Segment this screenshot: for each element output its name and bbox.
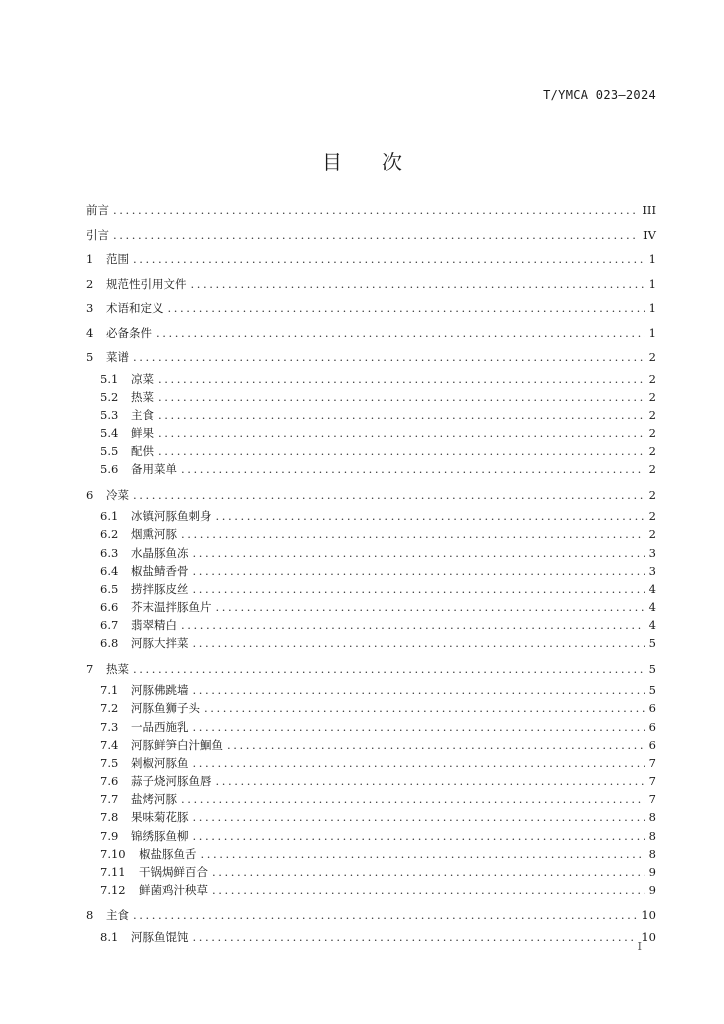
dot-leader bbox=[216, 598, 645, 616]
toc-entry-page: 5 bbox=[648, 661, 656, 676]
toc-entry-label: 热菜 bbox=[131, 389, 154, 404]
toc-entry-page: 10 bbox=[641, 908, 656, 923]
toc-entry-page: 4 bbox=[648, 600, 656, 615]
dot-leader bbox=[158, 406, 645, 424]
toc-entry-label: 备用菜单 bbox=[131, 462, 177, 477]
dot-leader bbox=[158, 370, 645, 388]
toc-entry[interactable] bbox=[86, 483, 656, 508]
toc-entry[interactable] bbox=[86, 772, 656, 790]
toc-entry-label: 盐烤河豚 bbox=[131, 792, 177, 807]
toc-entry-number: 7.8 bbox=[100, 810, 119, 825]
toc-entry-label: 菜谱 bbox=[106, 350, 129, 364]
toc-entry-page: 1 bbox=[648, 301, 656, 315]
toc-entry-label: 鲜果 bbox=[131, 426, 154, 441]
dot-leader bbox=[113, 223, 639, 248]
toc-entry-label: 主食 bbox=[106, 908, 129, 923]
dot-leader bbox=[193, 544, 645, 562]
toc-entry-number: 8.1 bbox=[100, 929, 119, 944]
toc-entry[interactable] bbox=[86, 544, 656, 562]
toc-entry-number: 6.5 bbox=[100, 581, 119, 596]
dot-leader bbox=[133, 657, 645, 682]
toc-entry-page: 2 bbox=[648, 426, 656, 441]
toc-entry-page: 1 bbox=[648, 252, 656, 266]
toc-entry-label: 鲜菌鸡汁秧草 bbox=[139, 883, 208, 898]
dot-leader bbox=[133, 483, 645, 508]
toc-entry[interactable] bbox=[86, 863, 656, 881]
toc-entry[interactable] bbox=[86, 808, 656, 826]
toc-entry-label: 河豚鲜笋白汁鮰鱼 bbox=[131, 737, 223, 752]
toc-entry-label: 捞拌豚皮丝 bbox=[131, 581, 189, 596]
dot-leader bbox=[181, 790, 645, 808]
toc-entry-label: 河豚鱼狮子头 bbox=[131, 701, 200, 716]
toc-entry-page: 5 bbox=[648, 636, 656, 651]
toc-entry[interactable] bbox=[86, 370, 656, 388]
toc-entry-number: 7.12 bbox=[100, 883, 126, 898]
toc-entry-page: 2 bbox=[648, 527, 656, 542]
toc-entry[interactable] bbox=[86, 345, 656, 370]
toc-entry-label: 规范性引用文件 bbox=[106, 276, 187, 291]
toc-entry-number: 4 bbox=[86, 325, 94, 340]
toc-entry-page: 9 bbox=[648, 865, 656, 879]
dot-leader bbox=[227, 736, 645, 754]
toc-entry-label: 配供 bbox=[131, 444, 154, 459]
toc-entry-page: 10 bbox=[641, 929, 656, 944]
toc-entry-number: 5.2 bbox=[100, 389, 119, 404]
table-of-contents bbox=[86, 198, 656, 946]
toc-entry-page: 6 bbox=[648, 719, 656, 734]
toc-entry-number: 6.6 bbox=[100, 600, 119, 615]
dot-leader bbox=[193, 827, 645, 845]
toc-entry-number: 5 bbox=[86, 350, 94, 364]
toc-entry[interactable] bbox=[86, 424, 656, 442]
toc-entry-label: 一品西施乳 bbox=[131, 719, 189, 734]
dot-leader bbox=[158, 424, 645, 442]
dot-leader bbox=[181, 460, 645, 478]
toc-entry-number: 7 bbox=[86, 661, 94, 676]
toc-entry-page: 2 bbox=[648, 389, 656, 404]
toc-entry[interactable] bbox=[86, 903, 656, 928]
toc-entry[interactable] bbox=[86, 296, 656, 321]
toc-entry-number: 7.2 bbox=[100, 701, 119, 716]
dot-leader bbox=[212, 863, 645, 881]
toc-entry-number: 5.5 bbox=[100, 444, 119, 459]
dot-leader bbox=[193, 928, 638, 946]
toc-entry-page: 1 bbox=[648, 276, 656, 291]
toc-entry[interactable] bbox=[86, 223, 656, 248]
toc-entry-page: 7 bbox=[648, 755, 656, 770]
toc-entry[interactable] bbox=[86, 928, 656, 946]
dot-leader bbox=[193, 808, 645, 826]
dot-leader bbox=[216, 772, 645, 790]
document-code: T/YMCA 023—2024 bbox=[543, 88, 656, 102]
toc-entry-label: 冷菜 bbox=[106, 487, 129, 502]
toc-entry-label: 热菜 bbox=[106, 661, 129, 676]
toc-entry[interactable] bbox=[86, 699, 656, 717]
dot-leader bbox=[193, 634, 645, 652]
dot-leader bbox=[158, 442, 645, 460]
page-title: 目 次 bbox=[322, 150, 402, 174]
toc-entry-number: 5.3 bbox=[100, 407, 119, 422]
toc-entry[interactable] bbox=[86, 247, 656, 272]
toc-entry[interactable] bbox=[86, 406, 656, 424]
dot-leader bbox=[181, 616, 645, 634]
toc-entry[interactable] bbox=[86, 616, 656, 634]
toc-entry[interactable] bbox=[86, 198, 656, 223]
toc-entry-page: 3 bbox=[648, 563, 656, 578]
toc-entry-number: 1 bbox=[86, 252, 94, 266]
toc-entry[interactable] bbox=[86, 442, 656, 460]
toc-entry-page: 6 bbox=[648, 737, 656, 752]
toc-entry[interactable] bbox=[86, 562, 656, 580]
toc-entry-page: 8 bbox=[648, 828, 656, 843]
toc-entry[interactable] bbox=[86, 881, 656, 899]
toc-entry-page: 9 bbox=[648, 883, 656, 898]
toc-entry-number: 7.4 bbox=[100, 737, 119, 752]
toc-entry-label: 翡翠精白 bbox=[131, 618, 177, 633]
toc-entry-page: 5 bbox=[648, 683, 656, 698]
toc-entry-number: 7.10 bbox=[100, 846, 126, 861]
toc-entry-label: 水晶豚鱼冻 bbox=[131, 545, 189, 560]
toc-entry[interactable] bbox=[86, 681, 656, 699]
toc-entry-page: 4 bbox=[648, 618, 656, 633]
dot-leader bbox=[193, 754, 645, 772]
toc-entry-page: 2 bbox=[648, 487, 656, 502]
dot-leader bbox=[201, 845, 645, 863]
toc-entry-page: 2 bbox=[648, 350, 656, 364]
dot-leader bbox=[133, 903, 637, 928]
toc-entry-label: 引言 bbox=[86, 227, 109, 242]
toc-entry-number: 8 bbox=[86, 908, 94, 923]
toc-entry-label: 剁椒河豚鱼 bbox=[131, 755, 189, 770]
toc-entry-page: 2 bbox=[648, 509, 656, 524]
toc-entry-page: 7 bbox=[648, 792, 656, 807]
toc-entry-label: 干锅焗鲜百合 bbox=[139, 865, 208, 879]
dot-leader bbox=[216, 507, 645, 525]
toc-entry[interactable] bbox=[86, 827, 656, 845]
toc-entry-label: 必备条件 bbox=[106, 325, 152, 340]
toc-entry-page: 6 bbox=[648, 701, 656, 716]
page-number: I bbox=[637, 940, 642, 953]
toc-entry-label: 椒盐鲭香骨 bbox=[131, 563, 189, 578]
toc-entry-page: 2 bbox=[648, 444, 656, 459]
toc-entry[interactable] bbox=[86, 634, 656, 652]
toc-entry[interactable] bbox=[86, 598, 656, 616]
toc-entry-page: 8 bbox=[648, 810, 656, 825]
toc-entry-label: 凉菜 bbox=[131, 371, 154, 386]
toc-entry-label: 河豚大拌菜 bbox=[131, 636, 189, 651]
toc-entry-label: 范围 bbox=[106, 252, 129, 266]
toc-entry-page: III bbox=[642, 203, 656, 217]
toc-entry[interactable] bbox=[86, 388, 656, 406]
toc-entry-number: 7.1 bbox=[100, 683, 119, 698]
toc-entry[interactable] bbox=[86, 580, 656, 598]
dot-leader bbox=[193, 681, 645, 699]
toc-entry-label: 锦绣豚鱼柳 bbox=[131, 828, 189, 843]
toc-entry-label: 果味菊花豚 bbox=[131, 810, 189, 825]
toc-entry-number: 7.3 bbox=[100, 719, 119, 734]
dot-leader bbox=[133, 345, 645, 370]
toc-entry[interactable] bbox=[86, 321, 656, 346]
toc-entry[interactable] bbox=[86, 718, 656, 736]
toc-entry-number: 6.3 bbox=[100, 545, 119, 560]
toc-entry-number: 5.1 bbox=[100, 371, 119, 386]
toc-entry-page: 8 bbox=[648, 846, 656, 861]
toc-entry[interactable] bbox=[86, 507, 656, 525]
toc-entry-label: 术语和定义 bbox=[106, 301, 164, 315]
toc-entry-page: IV bbox=[643, 227, 656, 242]
toc-entry-label: 河豚鱼馄饨 bbox=[131, 929, 189, 944]
dot-leader bbox=[193, 562, 645, 580]
toc-entry-label: 芥末温拌豚鱼片 bbox=[131, 600, 212, 615]
dot-leader bbox=[193, 718, 645, 736]
toc-entry-number: 7.6 bbox=[100, 774, 119, 789]
toc-entry-page: 2 bbox=[648, 371, 656, 386]
toc-entry-number: 6.1 bbox=[100, 509, 119, 524]
dot-leader bbox=[191, 272, 645, 297]
toc-entry-label: 前言 bbox=[86, 203, 109, 217]
toc-entry-page: 4 bbox=[648, 581, 656, 596]
toc-entry-page: 2 bbox=[648, 462, 656, 477]
toc-entry[interactable] bbox=[86, 754, 656, 772]
toc-entry-number: 2 bbox=[86, 276, 94, 291]
toc-entry-label: 蒜子烧河豚鱼唇 bbox=[131, 774, 212, 789]
dot-leader bbox=[158, 388, 645, 406]
toc-entry[interactable] bbox=[86, 845, 656, 863]
toc-entry-label: 河豚佛跳墙 bbox=[131, 683, 189, 698]
toc-entry-label: 椒盐豚鱼舌 bbox=[139, 846, 197, 861]
toc-entry-page: 3 bbox=[648, 545, 656, 560]
toc-entry-number: 7.5 bbox=[100, 755, 119, 770]
toc-entry[interactable] bbox=[86, 460, 656, 478]
toc-entry-label: 烟熏河豚 bbox=[131, 527, 177, 542]
dot-leader bbox=[181, 525, 645, 543]
toc-entry-number: 6.7 bbox=[100, 618, 119, 633]
toc-entry[interactable] bbox=[86, 790, 656, 808]
dot-leader bbox=[212, 881, 645, 899]
toc-entry-number: 6.4 bbox=[100, 563, 119, 578]
toc-entry-number: 6.2 bbox=[100, 527, 119, 542]
dot-leader bbox=[168, 296, 645, 321]
toc-entry-page: 2 bbox=[648, 407, 656, 422]
toc-entry-number: 5.6 bbox=[100, 462, 119, 477]
toc-entry-number: 6 bbox=[86, 487, 94, 502]
toc-entry-number: 5.4 bbox=[100, 426, 119, 441]
toc-entry[interactable] bbox=[86, 272, 656, 297]
toc-entry-number: 7.11 bbox=[100, 865, 126, 879]
toc-entry-number: 3 bbox=[86, 301, 94, 315]
dot-leader bbox=[156, 321, 645, 346]
toc-entry-label: 主食 bbox=[131, 407, 154, 422]
toc-entry-number: 7.9 bbox=[100, 828, 119, 843]
dot-leader bbox=[193, 580, 645, 598]
toc-entry-label: 冰镇河豚鱼刺身 bbox=[131, 509, 212, 524]
toc-entry[interactable] bbox=[86, 657, 656, 682]
toc-entry-number: 7.7 bbox=[100, 792, 119, 807]
dot-leader bbox=[133, 247, 645, 272]
toc-entry-page: 7 bbox=[648, 774, 656, 789]
dot-leader bbox=[113, 198, 638, 223]
toc-entry[interactable] bbox=[86, 736, 656, 754]
dot-leader bbox=[204, 699, 645, 717]
toc-entry-page: 1 bbox=[648, 325, 656, 340]
toc-entry-number: 6.8 bbox=[100, 636, 119, 651]
toc-entry[interactable] bbox=[86, 525, 656, 543]
